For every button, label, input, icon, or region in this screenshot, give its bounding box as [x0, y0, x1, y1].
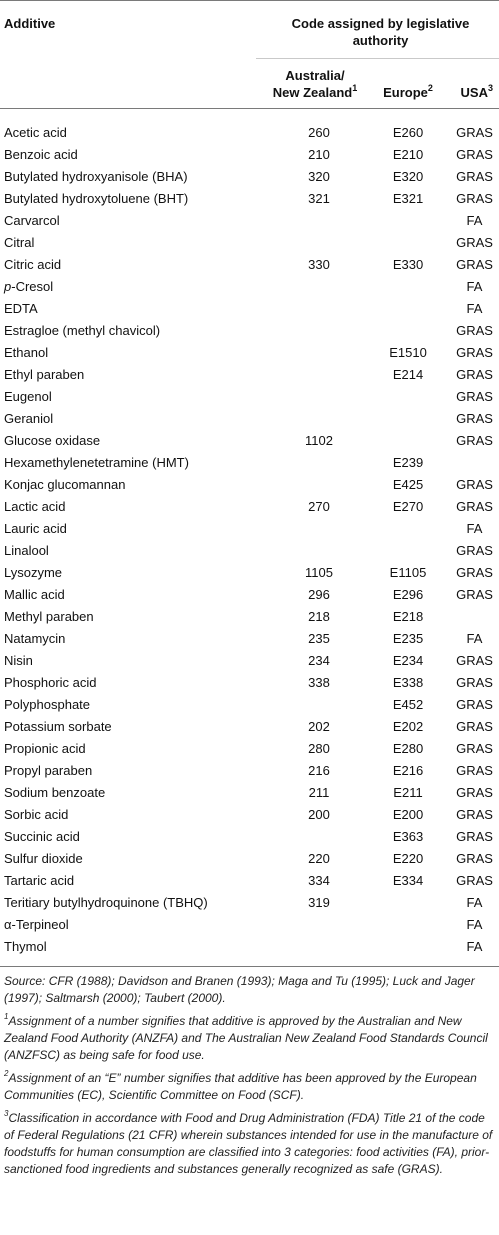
australia-code-cell: 234 — [308, 652, 330, 668]
additive-cell: Teritiary butylhydroquinone (TBHQ) — [4, 894, 208, 910]
table-footnotes — [0, 967, 499, 1178]
additive-cell: Mallic acid — [4, 586, 65, 602]
usa-class-cell: FA — [466, 520, 483, 536]
usa-class-cell: FA — [466, 300, 483, 316]
australia-code-cell: 235 — [308, 630, 330, 646]
usa-class-cell: GRAS — [456, 850, 493, 866]
australia-code-cell: 1105 — [305, 564, 333, 580]
additive-cell: Potassium sorbate — [4, 718, 112, 734]
table-row — [0, 825, 499, 847]
europe-code-cell — [374, 539, 442, 561]
usa-class-cell — [442, 605, 499, 627]
additive-cell: Propyl paraben — [4, 762, 93, 778]
europe-code-cell — [374, 231, 442, 253]
australia-code-cell: 320 — [308, 168, 330, 184]
europe-code-cell — [374, 319, 442, 341]
table-row — [0, 275, 499, 297]
table-row — [0, 253, 499, 275]
table-row — [0, 539, 499, 561]
additive-cell: Nisin — [4, 652, 33, 668]
australia-code-cell — [256, 297, 374, 319]
australia-code-cell — [256, 693, 374, 715]
footnote-2: $^2$Assignment of an “E” number signifies that additive has been approved by the European Communities (EC), Scientific Committee on Food (SCF). — [4, 1069, 477, 1102]
table-row — [0, 385, 499, 407]
additive-cell: Lauric acid — [4, 520, 67, 536]
table-row — [0, 803, 499, 825]
usa-class-cell: GRAS — [456, 696, 493, 712]
usa-class-cell: FA — [466, 212, 483, 228]
table-row — [0, 517, 499, 539]
footnote-1: $^1$Assignment of a number signifies that additive is approved by the Australian and New Zealand Food Authority (ANZFA) and The Australian New Zealand Food Standards Council (ANZFSC) as being safe for food use. — [4, 1012, 488, 1062]
usa-class-cell: GRAS — [456, 564, 493, 580]
table-row — [0, 627, 499, 649]
usa-class-cell: GRAS — [456, 828, 493, 844]
australia-code-cell: 260 — [308, 124, 330, 140]
usa-class-cell: GRAS — [456, 806, 493, 822]
usa-class-cell: GRAS — [456, 344, 493, 360]
australia-code-cell: 200 — [308, 806, 330, 822]
additive-cell: Sulfur dioxide — [4, 850, 83, 866]
additive-cell: Linalool — [4, 542, 49, 558]
usa-class-cell: GRAS — [456, 740, 493, 756]
usa-class-cell: GRAS — [456, 190, 493, 206]
usa-class-cell: GRAS — [456, 322, 493, 338]
footnote-3: $^3$Classification in accordance with Food and Drug Administration (FDA) Title 21 of the code of Federal Regulations (21 CFR) wherein substances intended for use in the manufacture of foodstuffs for human consumption are classified into 3 categories: food activities (FA), prior-sanctioned food ingredients and substances generally recognized as safe (GRAS). — [4, 1109, 493, 1176]
europe-code-cell: E296 — [392, 586, 424, 602]
additive-cell: Butylated hydroxyanisole (BHA) — [4, 168, 188, 184]
australia-code-cell: 220 — [308, 850, 330, 866]
header-usa: USA$^3$ — [460, 82, 494, 100]
europe-code-cell — [374, 429, 442, 451]
table-row — [0, 913, 499, 935]
europe-code-cell: E202 — [392, 718, 424, 734]
australia-code-cell — [256, 363, 374, 385]
usa-class-cell: GRAS — [456, 498, 493, 514]
australia-code-cell — [256, 407, 374, 429]
europe-code-cell: E1510 — [389, 344, 427, 360]
europe-code-cell: E363 — [392, 828, 424, 844]
australia-code-cell: 296 — [308, 586, 330, 602]
source-note: Source: CFR (1988); Davidson and Branen (1993); Maga and Tu (1995); Luck and Jager (1997); Saltmarsh (2000); Taubert (2000). — [4, 974, 475, 1005]
header-australia-nz: Australia/ New Zealand$^1$ — [272, 68, 358, 100]
additive-cell: Natamycin — [4, 630, 66, 646]
australia-code-cell: 216 — [308, 762, 330, 778]
europe-code-cell: E260 — [392, 124, 424, 140]
additive-cell: Hexamethylenetetramine (HMT) — [4, 454, 189, 470]
europe-code-cell: E234 — [392, 652, 424, 668]
table-row — [0, 715, 499, 737]
additive-cell: Sorbic acid — [4, 806, 69, 822]
europe-code-cell: E200 — [392, 806, 424, 822]
table-row — [0, 143, 499, 165]
usa-class-cell: GRAS — [456, 718, 493, 734]
table-row — [0, 781, 499, 803]
europe-code-cell: E210 — [392, 146, 424, 162]
additive-cell: Butylated hydroxytoluene (BHT) — [4, 190, 189, 206]
additive-cell: Phosphoric acid — [4, 674, 97, 690]
australia-code-cell: 202 — [308, 718, 330, 734]
usa-class-cell: FA — [466, 278, 483, 294]
europe-code-cell: E214 — [392, 366, 424, 382]
australia-code-cell: 330 — [308, 256, 330, 272]
usa-class-cell: GRAS — [456, 652, 493, 668]
table-row — [0, 473, 499, 495]
europe-code-cell — [374, 935, 442, 967]
australia-code-cell: 334 — [308, 872, 330, 888]
usa-class-cell: GRAS — [456, 146, 493, 162]
usa-class-cell: FA — [466, 938, 483, 954]
australia-code-cell — [256, 319, 374, 341]
table-row — [0, 649, 499, 671]
usa-class-cell: GRAS — [456, 256, 493, 272]
australia-code-cell: 218 — [308, 608, 330, 624]
usa-class-cell: GRAS — [456, 124, 493, 140]
europe-code-cell: E216 — [392, 762, 424, 778]
table-row — [0, 891, 499, 913]
usa-class-cell: GRAS — [456, 476, 493, 492]
australia-code-cell — [256, 473, 374, 495]
additive-cell: Ethyl paraben — [4, 366, 85, 382]
europe-code-cell — [374, 891, 442, 913]
additive-cell: Ethanol — [4, 344, 49, 360]
table-row — [0, 429, 499, 451]
table-row — [0, 451, 499, 473]
usa-class-cell: GRAS — [456, 542, 493, 558]
usa-class-cell: GRAS — [456, 674, 493, 690]
table-row — [0, 341, 499, 363]
table-row — [0, 495, 499, 517]
australia-code-cell — [256, 517, 374, 539]
table-row — [0, 935, 499, 967]
usa-class-cell — [442, 451, 499, 473]
additive-cell: Citral — [4, 234, 35, 250]
header-code-group: Code assigned by legislative authority — [256, 1, 499, 59]
additive-cell: Propionic acid — [4, 740, 86, 756]
australia-code-cell — [256, 451, 374, 473]
europe-code-cell — [374, 407, 442, 429]
table-header — [0, 1, 499, 109]
usa-class-cell: FA — [466, 630, 483, 646]
usa-class-cell: GRAS — [456, 388, 493, 404]
europe-code-cell: E218 — [392, 608, 424, 624]
europe-code-cell: E338 — [392, 674, 424, 690]
europe-code-cell: E330 — [392, 256, 424, 272]
table-row — [0, 407, 499, 429]
table-row — [0, 583, 499, 605]
europe-code-cell — [374, 517, 442, 539]
australia-code-cell: 319 — [308, 894, 330, 910]
table-row — [0, 109, 499, 144]
table-row — [0, 363, 499, 385]
additive-cell: Geraniol — [4, 410, 54, 426]
europe-code-cell — [374, 913, 442, 935]
additive-cell: α-Terpineol — [4, 916, 69, 932]
table-body — [0, 109, 499, 967]
additive-cell: EDTA — [4, 300, 38, 316]
australia-code-cell: 321 — [308, 190, 330, 206]
table-row — [0, 319, 499, 341]
australia-code-cell: 210 — [308, 146, 330, 162]
additive-cell: Tartaric acid — [4, 872, 75, 888]
table-row — [0, 869, 499, 891]
australia-code-cell: 211 — [308, 784, 330, 800]
table-row — [0, 671, 499, 693]
europe-code-cell — [374, 385, 442, 407]
table-row — [0, 605, 499, 627]
table-row — [0, 297, 499, 319]
europe-code-cell: E452 — [392, 696, 424, 712]
australia-code-cell — [256, 231, 374, 253]
australia-code-cell — [256, 539, 374, 561]
europe-code-cell: E220 — [392, 850, 424, 866]
table-row — [0, 737, 499, 759]
europe-code-cell: E321 — [392, 190, 424, 206]
australia-code-cell — [256, 913, 374, 935]
europe-code-cell: E211 — [393, 784, 423, 800]
australia-code-cell — [256, 341, 374, 363]
usa-class-cell: GRAS — [456, 872, 493, 888]
additive-cell: Benzoic acid — [4, 146, 78, 162]
europe-code-cell: E320 — [392, 168, 424, 184]
usa-class-cell: GRAS — [456, 168, 493, 184]
additive-cell: Citric acid — [4, 256, 62, 272]
australia-code-cell: 280 — [308, 740, 330, 756]
table-row — [0, 847, 499, 869]
additive-cell: Lactic acid — [4, 498, 66, 514]
usa-class-cell: GRAS — [456, 762, 493, 778]
additive-cell: Carvarcol — [4, 212, 60, 228]
additive-cell: Konjac glucomannan — [4, 476, 126, 492]
australia-code-cell — [256, 275, 374, 297]
europe-code-cell: E239 — [392, 454, 424, 470]
additive-cell: Eugenol — [4, 388, 52, 404]
table-row — [0, 693, 499, 715]
table-row — [0, 209, 499, 231]
header-europe: Europe$^2$ — [383, 82, 433, 100]
header-additive: Additive — [4, 16, 56, 31]
australia-code-cell — [256, 935, 374, 967]
australia-code-cell: 270 — [308, 498, 330, 514]
australia-code-cell — [256, 385, 374, 407]
additive-cell: Glucose oxidase — [4, 432, 101, 448]
europe-code-cell: E425 — [392, 476, 424, 492]
australia-code-cell — [256, 209, 374, 231]
additive-cell: Methyl paraben — [4, 608, 94, 624]
europe-code-cell — [374, 297, 442, 319]
europe-code-cell: E270 — [392, 498, 424, 514]
additive-cell: Acetic acid — [4, 124, 67, 140]
additive-cell: Lysozyme — [4, 564, 63, 580]
usa-class-cell: GRAS — [456, 784, 493, 800]
additive-cell: Estragloe (methyl chavicol) — [4, 322, 161, 338]
usa-class-cell: GRAS — [456, 432, 493, 448]
usa-class-cell: GRAS — [456, 234, 493, 250]
table-row — [0, 759, 499, 781]
additive-cell: p-Cresol — [4, 278, 54, 294]
europe-code-cell: E334 — [392, 872, 424, 888]
usa-class-cell: GRAS — [456, 410, 493, 426]
usa-class-cell: FA — [466, 916, 483, 932]
europe-code-cell — [374, 275, 442, 297]
europe-code-cell: E235 — [392, 630, 424, 646]
additive-cell: Polyphosphate — [4, 696, 91, 712]
table-row — [0, 187, 499, 209]
usa-class-cell: GRAS — [456, 586, 493, 602]
table-row — [0, 165, 499, 187]
australia-code-cell — [256, 825, 374, 847]
australia-code-cell: 338 — [308, 674, 330, 690]
australia-code-cell: 1102 — [305, 432, 333, 448]
additive-cell: Succinic acid — [4, 828, 80, 844]
additive-cell: Sodium benzoate — [4, 784, 106, 800]
table-row — [0, 561, 499, 583]
europe-code-cell: E1105 — [389, 564, 427, 580]
header-row-top — [0, 1, 499, 59]
usa-class-cell: FA — [466, 894, 483, 910]
usa-class-cell: GRAS — [456, 366, 493, 382]
table-row — [0, 231, 499, 253]
additive-cell: Thymol — [4, 938, 47, 954]
europe-code-cell — [374, 209, 442, 231]
europe-code-cell: E280 — [392, 740, 424, 756]
